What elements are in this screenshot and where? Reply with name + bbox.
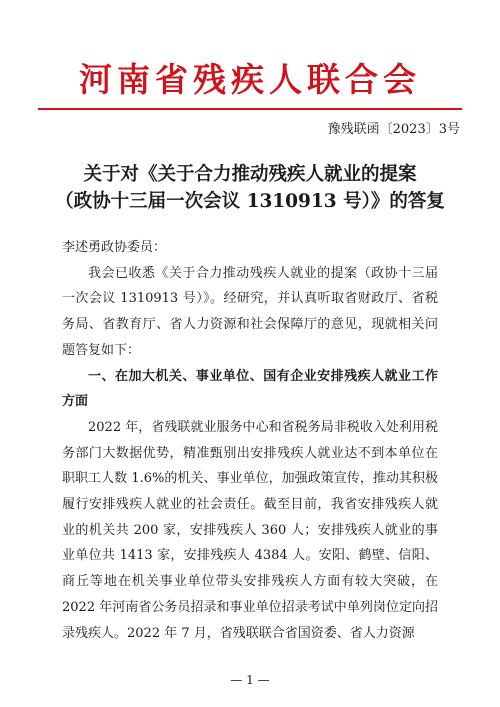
salutation: 李述勇政协委员： <box>62 240 167 255</box>
document-number: 豫残联函〔2023〕3号 <box>327 122 460 137</box>
letterhead-title: 河南省残疾人联合会 <box>79 60 421 99</box>
intro-paragraph: 我会已收悉《关于合力推动残疾人就业的提案（政协十三届一次会议 1310913 号）》。经研究，并认真听取省财政厅、省税务局、省教育厅、省人力资源和社会保障厅的意见，现就相关问题答复如下： <box>62 265 438 358</box>
letterhead-red-rule <box>38 108 462 110</box>
document-title-line-2: （政协十三届一次会议 1310913 号）》的答复 <box>55 191 445 212</box>
document-title <box>0 161 500 215</box>
section-1-paragraph: 2022 年，省残联就业服务中心和省税务局非税收入处利用税务部门大数据优势，精准甄别出安排残疾人就业达不到本单位在职职工人数 1.6%的机关、事业单位，加强政策宣传，推动其积极履行安排残疾人就业的社会责任。截至目前，我省安排残疾人就业的机关共 200 家，安排残疾人 360 人；安排残疾人就业的事业单位共 1413 家，安排残疾人 4384 人。安阳、鹤壁、信阳、商丘等地在机关事业单位带头安排残疾人方面有较大突破，在 2022 年河南省公务员招录和事业单位招录考试中单列岗位定向招录残疾人。2022 年 7 月，省残联联合省国资委、省人力资源 <box>62 419 438 641</box>
document-body <box>62 235 438 646</box>
page-number: — 1 — <box>230 673 270 687</box>
document-title-line-1: 关于对《关于合力推动残疾人就业的提案 <box>83 164 417 185</box>
section-1-heading: 一、在加大机关、事业单位、国有企业安排残疾人就业工作方面 <box>62 368 438 410</box>
